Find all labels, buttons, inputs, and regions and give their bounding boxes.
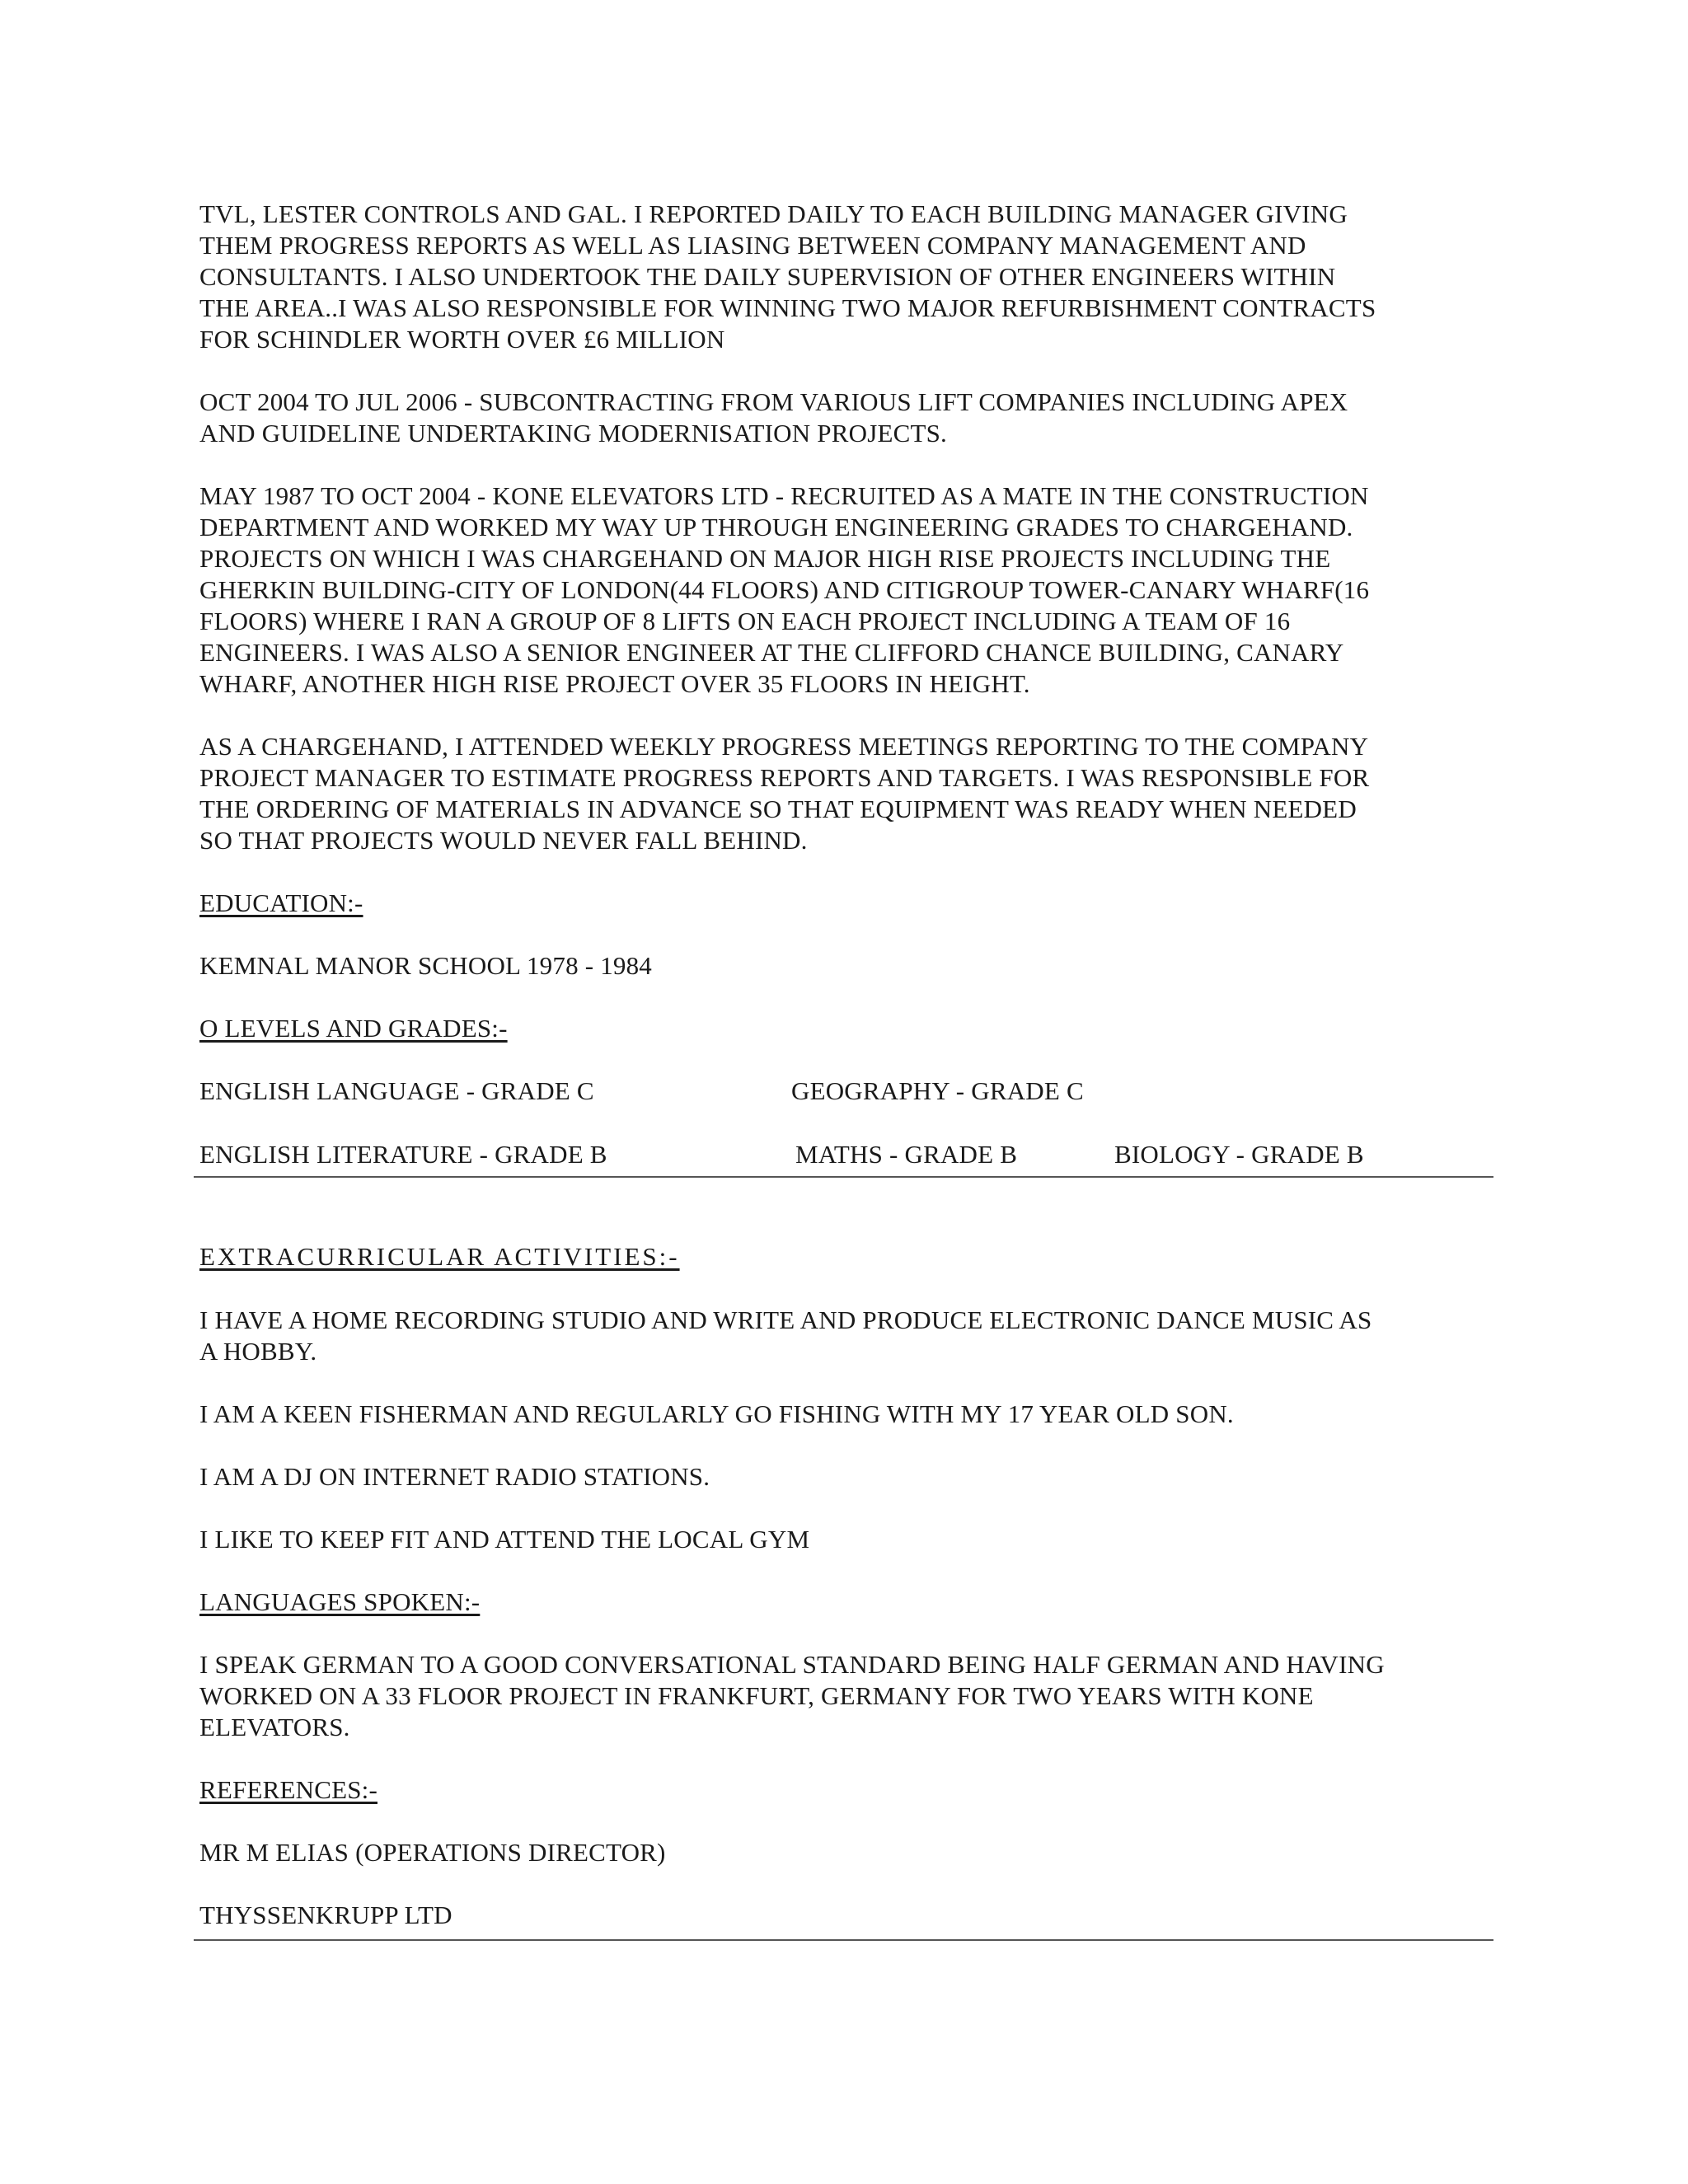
grade-english-language: ENGLISH LANGUAGE - GRADE C [199, 1076, 594, 1105]
chargehand-line-2: PROJECT MANAGER TO ESTIMATE PROGRESS REPORTS AND TARGETS. I WAS RESPONSIBLE FOR [199, 763, 1370, 792]
subcontracting-line-1: OCT 2004 TO JUL 2006 - SUBCONTRACTING FROM VARIOUS LIFT COMPANIES INCLUDING APEX [199, 387, 1348, 416]
extracurricular-gym: I LIKE TO KEEP FIT AND ATTEND THE LOCAL GYM [199, 1525, 810, 1554]
kone-line-6: ENGINEERS. I WAS ALSO A SENIOR ENGINEER AT THE CLIFFORD CHANCE BUILDING, CANARY [199, 638, 1344, 667]
kone-line-5: FLOORS) WHERE I RAN A GROUP OF 8 LIFTS ON EACH PROJECT INCLUDING A TEAM OF 16 [199, 607, 1291, 635]
languages-line-2: WORKED ON A 33 FLOOR PROJECT IN FRANKFURT, GERMANY FOR TWO YEARS WITH KONE [199, 1681, 1314, 1710]
reference-company: THYSSENKRUPP LTD [199, 1900, 452, 1929]
kone-line-1: MAY 1987 TO OCT 2004 - KONE ELEVATORS LTD - RECRUITED AS A MATE IN THE CONSTRUCTION [199, 481, 1369, 510]
references-heading: REFERENCES:- [199, 1775, 377, 1804]
kone-line-3: PROJECTS ON WHICH I WAS CHARGEHAND ON MAJOR HIGH RISE PROJECTS INCLUDING THE [199, 544, 1331, 573]
extracurricular-studio-line-1: I HAVE A HOME RECORDING STUDIO AND WRITE AND PRODUCE ELECTRONIC DANCE MUSIC AS [199, 1305, 1372, 1334]
subcontracting-line-2: AND GUIDELINE UNDERTAKING MODERNISATION PROJECTS. [199, 419, 947, 448]
kone-line-2: DEPARTMENT AND WORKED MY WAY UP THROUGH ENGINEERING GRADES TO CHARGEHAND. [199, 513, 1353, 541]
languages-line-3: ELEVATORS. [199, 1713, 350, 1741]
reference-name: MR M ELIAS (OPERATIONS DIRECTOR) [199, 1838, 666, 1867]
grade-english-literature: ENGLISH LITERATURE - GRADE B [199, 1140, 607, 1169]
extracurricular-dj: I AM A DJ ON INTERNET RADIO STATIONS. [199, 1462, 710, 1491]
languages-line-1: I SPEAK GERMAN TO A GOOD CONVERSATIONAL STANDARD BEING HALF GERMAN AND HAVING [199, 1650, 1385, 1679]
schindler-line-1: TVL, LESTER CONTROLS AND GAL. I REPORTED DAILY TO EACH BUILDING MANAGER GIVING [199, 199, 1348, 228]
chargehand-line-1: AS A CHARGEHAND, I ATTENDED WEEKLY PROGRESS MEETINGS REPORTING TO THE COMPANY [199, 732, 1369, 761]
schindler-line-4: THE AREA..I WAS ALSO RESPONSIBLE FOR WINNING TWO MAJOR REFURBISHMENT CONTRACTS [199, 293, 1376, 322]
extracurricular-fishing: I AM A KEEN FISHERMAN AND REGULARLY GO FISHING WITH MY 17 YEAR OLD SON. [199, 1399, 1234, 1428]
schindler-line-2: THEM PROGRESS REPORTS AS WELL AS LIASING BETWEEN COMPANY MANAGEMENT AND [199, 231, 1306, 260]
education-school: KEMNAL MANOR SCHOOL 1978 - 1984 [199, 951, 652, 980]
schindler-line-3: CONSULTANTS. I ALSO UNDERTOOK THE DAILY SUPERVISION OF OTHER ENGINEERS WITHIN [199, 262, 1336, 291]
kone-line-7: WHARF, ANOTHER HIGH RISE PROJECT OVER 35 FLOORS IN HEIGHT. [199, 669, 1030, 698]
grade-maths: MATHS - GRADE B [795, 1140, 1018, 1169]
education-heading: EDUCATION:- [199, 888, 363, 917]
languages-heading: LANGUAGES SPOKEN:- [199, 1587, 481, 1616]
extracurricular-heading: EXTRACURRICULAR ACTIVITIES:- [199, 1242, 680, 1271]
kone-line-4: GHERKIN BUILDING-CITY OF LONDON(44 FLOORS) AND CITIGROUP TOWER-CANARY WHARF(16 [199, 575, 1370, 604]
chargehand-line-4: SO THAT PROJECTS WOULD NEVER FALL BEHIND. [199, 826, 808, 855]
grade-biology: BIOLOGY - GRADE B [1114, 1140, 1364, 1169]
grade-geography: GEOGRAPHY - GRADE C [791, 1076, 1084, 1105]
footer-divider [194, 1939, 1493, 1941]
extracurricular-studio-line-2: A HOBBY. [199, 1337, 317, 1366]
olevels-heading: O LEVELS AND GRADES:- [199, 1014, 508, 1043]
chargehand-line-3: THE ORDERING OF MATERIALS IN ADVANCE SO THAT EQUIPMENT WAS READY WHEN NEEDED [199, 794, 1357, 823]
section-divider [194, 1176, 1493, 1178]
schindler-line-5: FOR SCHINDLER WORTH OVER £6 MILLION [199, 325, 725, 354]
